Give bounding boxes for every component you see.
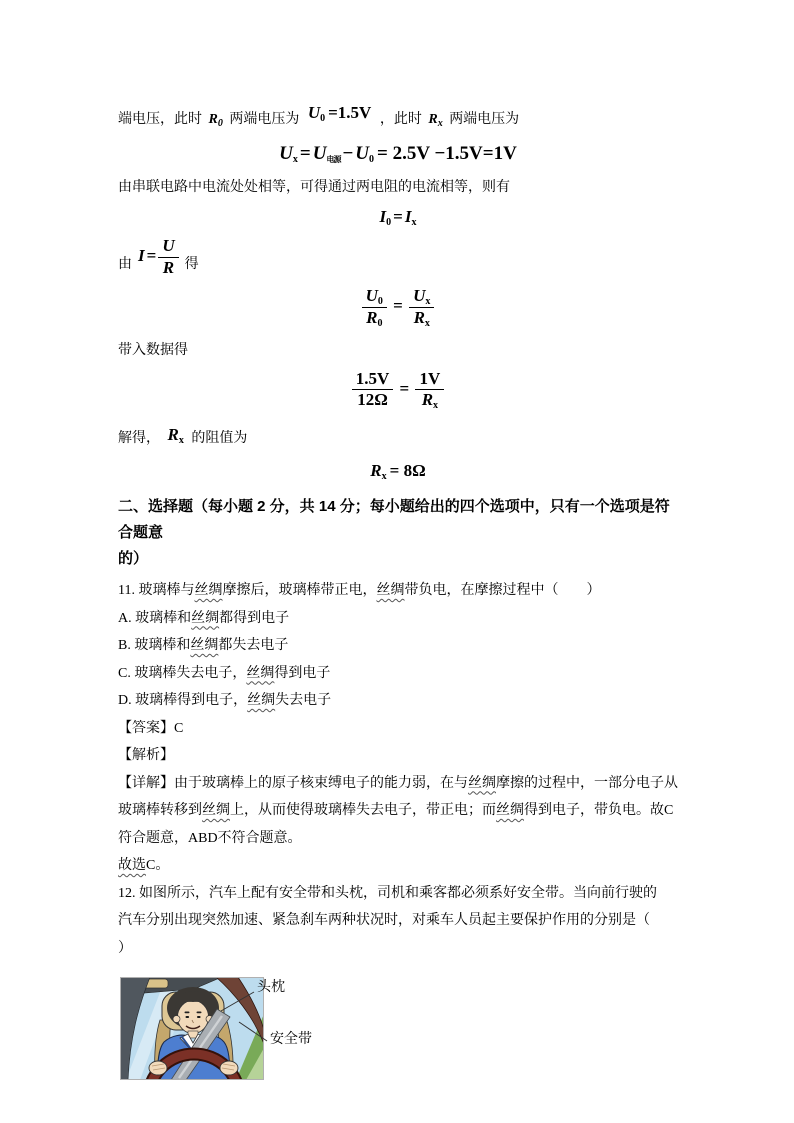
silk-word: 丝绸 [247, 693, 276, 709]
text-run: 两端电压为 [229, 112, 300, 127]
answer-value: C [174, 720, 184, 736]
solution-paragraph-4: 带入数据得 [118, 342, 188, 358]
section-title [118, 494, 678, 572]
text-run: 解得， [118, 431, 160, 447]
headrest-label: 头枕 [257, 980, 285, 996]
eye-left [186, 1016, 190, 1018]
eye-right [197, 1016, 201, 1018]
silk-word: 丝绸 [194, 583, 223, 599]
silk-word: 丝绸 [202, 803, 230, 819]
formula-u0: $U_0 =1.5V$ [307, 103, 372, 124]
answer-row [118, 715, 678, 743]
text-run: 11. 玻璃棒与 [118, 583, 195, 599]
solution-paragraph-1 [118, 96, 678, 137]
answer-label: 【答案】 [118, 720, 174, 736]
ear-left [173, 1016, 180, 1023]
formula-ohms-law: I = $\frac{U}{R}$ [138, 237, 179, 277]
formula-ratio: $\frac{U_0}{R_0}$ = $\frac{U_x}{R_x}$ [118, 287, 678, 327]
document-content [118, 0, 678, 1082]
conclusion-word: 故选 [118, 858, 146, 874]
var-rx: $R_x$ [428, 112, 443, 129]
silk-word: 丝绸 [246, 665, 275, 681]
analysis-label: 【解析】 [118, 748, 174, 764]
option-b: B. 玻璃棒和丝绸都失去电子 [118, 638, 289, 654]
text-run: 由 [118, 257, 132, 273]
question-12-figure [120, 976, 450, 1082]
solution-paragraph-3 [118, 237, 678, 277]
text-run: 端电压，此时 [118, 112, 202, 127]
formula-ux: $U_x = U_{电源} - U_0 = 2.5V -1.5V=1V$ [279, 143, 517, 165]
seatbelt-label: 安全带 [270, 1032, 312, 1048]
text-run: 摩擦后，玻璃棒带正电， [222, 583, 377, 599]
silk-word: 丝绸 [190, 638, 219, 654]
option-a: A. 玻璃棒和丝绸都得到电子 [118, 610, 290, 626]
var-r0: $R_0$ [208, 112, 223, 129]
text-run: 带负电，在摩擦过程中（ ） [404, 583, 601, 599]
silk-word: 丝绸 [496, 803, 524, 819]
text-run: 两端电压为 [449, 112, 520, 127]
silk-word: 丝绸 [468, 775, 496, 791]
text-run: ，此时 [379, 112, 422, 127]
silk-word: 丝绸 [191, 610, 220, 626]
solution-paragraph-2: 由串联电路中电流处处相等，可得通过两电阻的电流相等，则有 [118, 180, 510, 195]
section-title-line2: 的） [118, 550, 149, 568]
eyebrow-left [185, 1012, 190, 1014]
formula-rx-result: $R_x = 8\Omega$ [370, 461, 426, 483]
formula-i0-ix: $I_0 = I_x$ [379, 207, 417, 228]
formula-numeric: $\frac{1.5V}{12\Omega}$ = $\frac{1V}{R_x}$ [118, 370, 678, 410]
question-11-stem [118, 577, 678, 605]
solution-paragraph-5 [118, 422, 678, 452]
conclusion-row: 故选C。 [118, 858, 170, 874]
section-title-line1: 二、选择题（每小题 2 分，共 14 分；每小题给出的四个选项中，只有一个选项是符合题意 [118, 498, 670, 542]
text-run: 得 [184, 257, 199, 273]
detail-paragraph: 【详解】由于玻璃棒上的原子核束缚电子的能力弱，在与丝绸摩擦的过程中，一部分电子从玻璃棒转移到丝绸上，从而使得玻璃棒失去电子，带正电；而丝绸得到电子，带负电。故C符合题意，ABD不符合题意。 [118, 775, 678, 846]
var-rx: $R_x$ [167, 425, 184, 447]
silk-word: 丝绸 [376, 583, 405, 599]
question-12-stem: 12. 如图所示，汽车上配有安全带和头枕，司机和乘客都必须系好安全带。当向前行驶的 汽车分别出现突然加速、紧急刹车两种状况时，对乘车人员起主要保护作用的分别是（ ） [118, 885, 657, 956]
car-driver-illustration [120, 976, 450, 1082]
option-d: D. 玻璃棒得到电子，丝绸失去电子 [118, 693, 332, 709]
eyebrow-right [197, 1012, 202, 1014]
option-c: C. 玻璃棒失去电子，丝绸得到电子 [118, 665, 331, 681]
text-run: 的阻值为 [191, 431, 248, 447]
